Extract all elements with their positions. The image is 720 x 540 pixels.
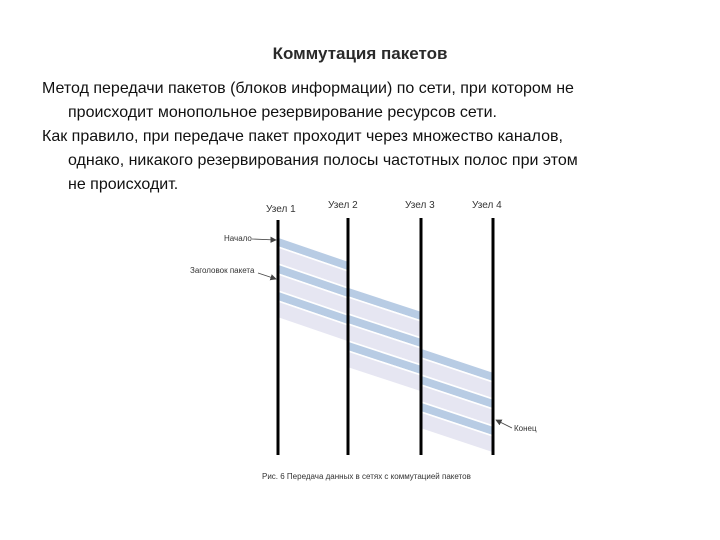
paragraph-line: Как правило, при передаче пакет проходит через множество каналов, <box>42 128 563 145</box>
node-label-3: Узел 3 <box>405 200 435 211</box>
figure-caption: Рис. 6 Передача данных в сетях с коммутацией пакетов <box>262 472 471 481</box>
arrow-header <box>258 273 276 279</box>
label-end: Конец <box>514 424 537 433</box>
paragraph-line: происходит монопольное резервирование ресурсов сети. <box>68 104 497 121</box>
label-header: Заголовок пакета <box>190 266 255 275</box>
paragraph-line: не происходит. <box>68 176 179 193</box>
node-label-2: Узел 2 <box>328 200 358 211</box>
packet-bands <box>278 237 493 453</box>
arrow-end <box>496 420 512 428</box>
label-start: Начало <box>224 234 252 243</box>
paragraph-line: Метод передачи пакетов (блоков информации) по сети, при котором не <box>42 80 574 97</box>
arrow-start <box>252 239 276 240</box>
node-label-4: Узел 4 <box>472 200 502 211</box>
paragraph-line: однако, никакого резервирования полосы частотных полос при этом <box>68 152 578 169</box>
node-label-1: Узел 1 <box>266 204 296 215</box>
slide-title: Коммутация пакетов <box>272 44 448 63</box>
